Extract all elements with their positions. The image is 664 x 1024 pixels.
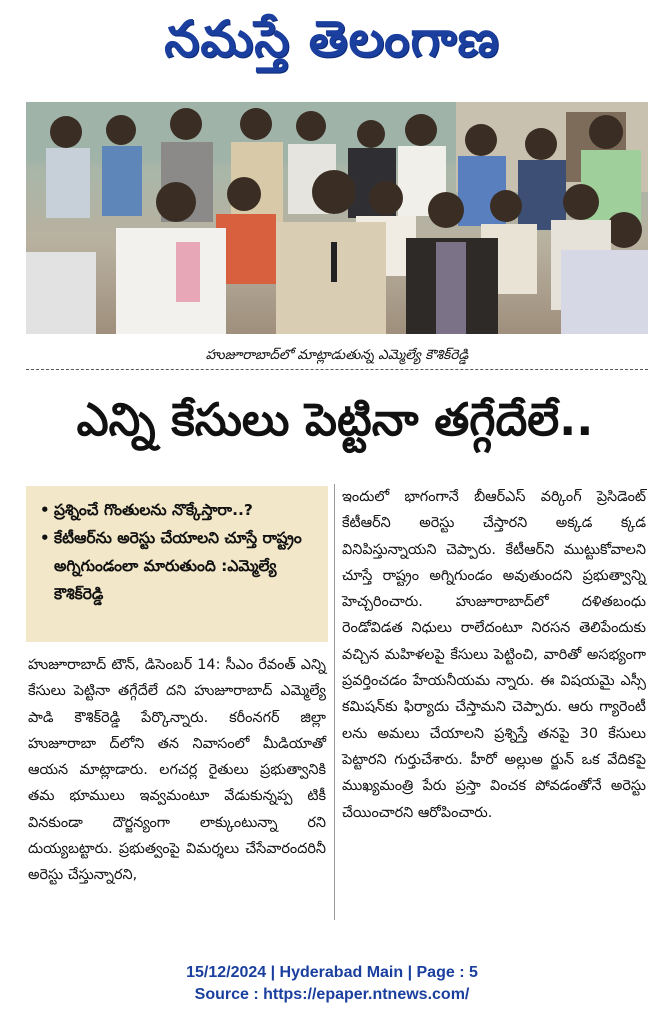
footer-source: Source : https://epaper.ntnews.com/ <box>194 986 470 1003</box>
highlight-item <box>40 524 318 608</box>
bullet-icon: • <box>40 529 50 547</box>
footer <box>0 962 664 1006</box>
highlights-box <box>26 486 328 642</box>
article-text: హుజూరాబాద్ టౌన్, డిసెంబర్ 14: సీఎం రేవంత్ ఎన్ని కేసులు పెట్టినా తగ్గేదేలే దని హుజూరాబాద్ ఎమ్మెల్యే పాడి కౌశిక్‌రెడ్డి పేర్కొన్నారు. కరీంనగర్ జిల్లా హుజూరాబా ద్‌లోని తన నివాసంలో మీడియాతో ఆయన మాట్లాడారు. లగచర్ల రైతులు ప్రభుత్వానికి తమ భూములు ఇవ్వమంటూ వేడుకున్నప్ప టికీ వినకుండా దౌర్జన్యంగా లాక్కుంటున్నా రని దుయ్యబట్టారు. ప్రభుత్వంపై విమర్శలు చేసేవారందరినీ అరెస్టు చేస్తున్నారని, <box>28 657 326 884</box>
photo-caption: హుజూరాబాద్‌లో మాట్లాడుతున్న ఎమ్మెల్యే కౌశిక్‌రెడ్డి <box>26 341 648 370</box>
masthead-title: నమస్తే తెలంగాణ <box>164 9 500 68</box>
article-text: ఇందులో భాగంగానే బీఆర్‌ఎస్ వర్కింగ్ ప్రెసిడెంట్ కేటీఆర్‌ని అరెస్టు చేస్తారని అక్కడ క్కడ వినిపిస్తున్నాయని చెప్పారు. కేటీఆర్‌ని ముట్టుకోవాలని చూస్తే రాష్ట్రం అగ్నిగుండం అవుతుందని ప్రభుత్వాన్ని హెచ్చరించారు. హుజూరాబాద్‌లో దళితబంధు రెండోవిడత నిధులు రాలేదంటూ నిరసన తెలిపేందుకు వచ్చిన మహిళలపై కేసులు పెట్టించి, వారితో అసభ్యంగా ప్రవర్తించడం హేయనీయమ న్నారు. ఈ విషయమై ఎస్సీ కమిషన్‌కు ఫిర్యాదు చేస్తామని చెప్పారు. ఆరు గ్యారెంటీ లను అమలు చేయాలని ప్రశ్నిస్తే తనపై 30 కేసులు పెట్టారని గుర్తుచేశారు. హీరో అల్లుఅ ర్జున్ ఒక వేదికపై ముఖ్యమంత్రి పేరు ప్రస్తా వించక పోవడంతోనే అరెస్టు చేయించారని ఆరోపించారు. <box>342 489 646 821</box>
footer-date-edition: 15/12/2024 | Hyderabad Main | Page : 5 <box>186 964 478 981</box>
news-photo <box>26 102 648 334</box>
column-divider <box>334 484 335 920</box>
bullet-icon: • <box>40 501 50 519</box>
group-photo-illustration <box>26 102 648 334</box>
highlight-item <box>40 496 318 524</box>
article-column-right <box>342 484 646 826</box>
highlight-text: కేటీఆర్‌ను అరెస్టు చేయాలని చూస్తే రాష్ట్రం అగ్నిగుండంలా మారుతుంది :ఎమ్మెల్యే కౌశిక్‌రెడ్డి <box>54 529 302 603</box>
headline: ఎన్ని కేసులు పెట్టినా తగ్గేదేలే.. <box>76 393 594 446</box>
highlight-text: ప్రశ్నించే గొంతులను నొక్కేస్తారా..? <box>54 501 253 519</box>
article-column-left <box>28 652 326 889</box>
